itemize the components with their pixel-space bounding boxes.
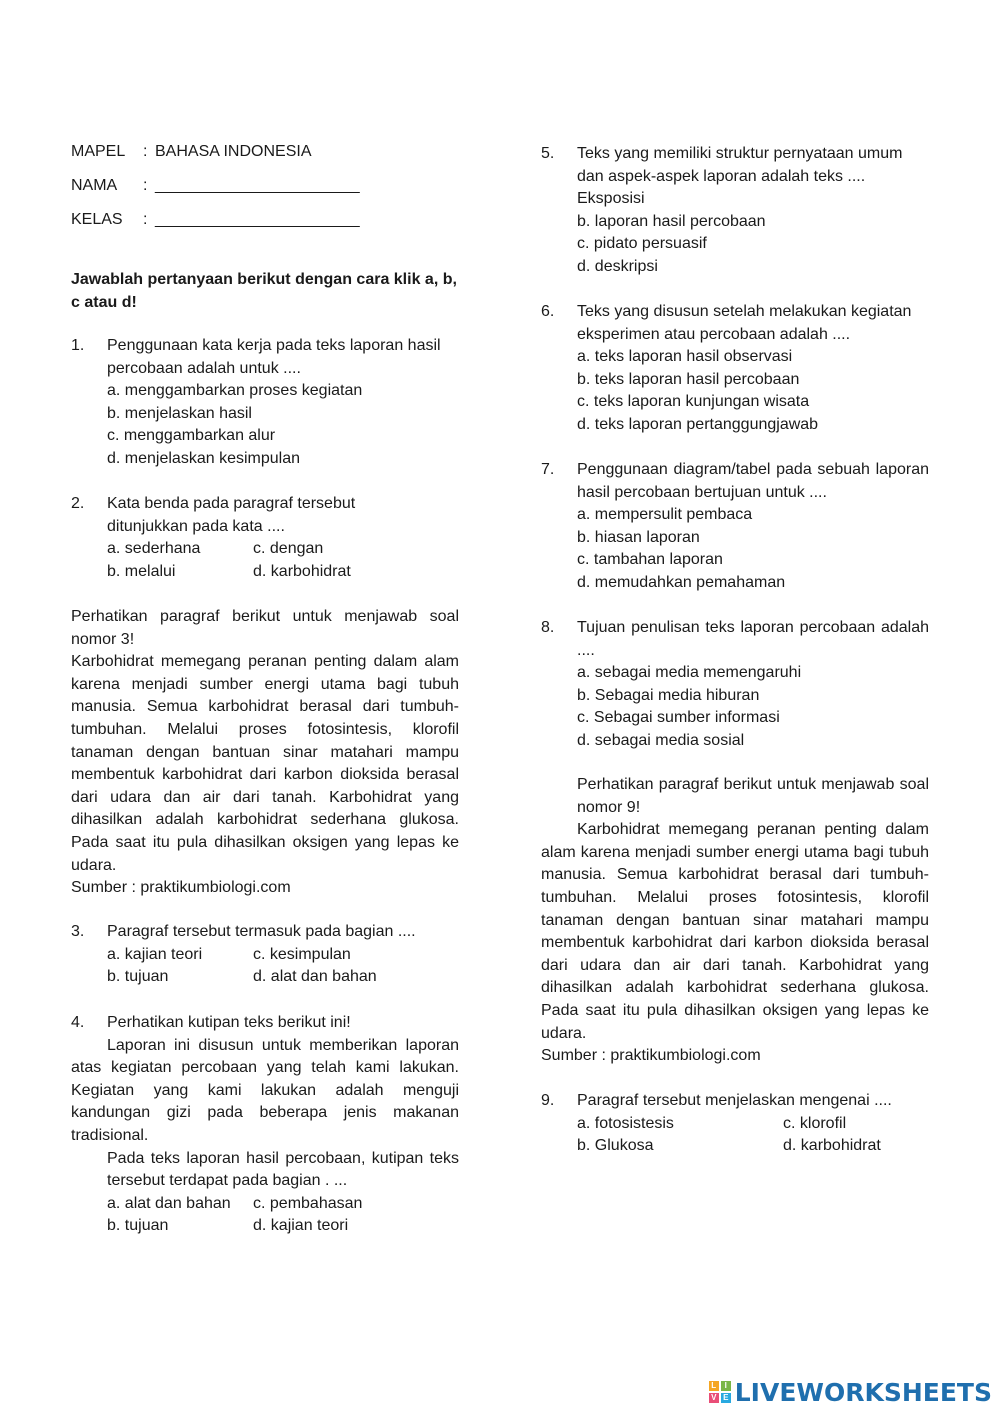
logo-block-l: L [709,1381,719,1391]
question-number: 7. [541,461,555,478]
question-number: 3. [71,923,85,940]
liveworksheets-brand[interactable] [709,1377,992,1407]
question-number: 1. [71,337,85,354]
kelas-field[interactable]: _______________________ [155,211,360,228]
option-a[interactable]: a. alat dan bahan [107,1194,231,1212]
option-d[interactable]: d. karbohidrat [783,1137,881,1155]
mapel-label: MAPEL [71,143,126,160]
question-stem: Teks yang memiliki struktur pernyataan umum dan aspek-aspek laporan adalah teks .... [577,145,903,185]
option-d[interactable]: d. teks laporan pertanggungjawab [577,415,819,433]
option-d[interactable]: d. deskripsi [577,257,658,275]
logo-block-v: V [709,1393,719,1403]
option-c[interactable]: c. tambahan laporan [577,551,723,569]
option-a[interactable]: a. menggambarkan proses kegiatan [107,382,363,400]
option-a[interactable]: a. sederhana [107,540,201,558]
question-9 [541,1090,929,1158]
nama-label: NAMA [71,177,118,194]
option-b[interactable]: b. melalui [107,562,176,580]
brand-name: LIVEWORKSHEETS [734,1377,992,1407]
question-number: 4. [71,1014,85,1031]
mapel-value: BAHASA INDONESIA [155,143,312,160]
nama-field[interactable]: _______________________ [155,177,360,194]
question-1 [71,335,459,471]
option-b[interactable]: b. teks laporan hasil percobaan [577,370,800,388]
kelas-row [71,211,360,229]
option-a[interactable]: a. sebagai media memengaruhi [577,664,802,682]
option-a[interactable]: a. fotosistesis [577,1114,674,1132]
option-c[interactable]: c. klorofil [783,1114,847,1132]
option-a[interactable]: a. teks laporan hasil observasi [577,348,793,366]
option-d[interactable]: d. karbohidrat [253,562,351,580]
question-number: 6. [541,303,555,320]
option-b[interactable]: b. hiasan laporan [577,528,700,546]
question-stem: Kata benda pada paragraf tersebut ditunjukkan pada kata .... [107,495,356,535]
liveworksheets-logo-icon [709,1381,731,1403]
question-stem: Penggunaan kata kerja pada teks laporan hasil percobaan adalah untuk .... [107,337,441,377]
option-c[interactable]: c. pidato persuasif [577,235,707,253]
question-number: 5. [541,145,555,162]
question-3 [71,921,459,989]
options-grid [577,1113,929,1158]
option-b[interactable]: b. tujuan [107,968,169,986]
logo-block-i: I [721,1381,731,1391]
option-c[interactable]: c. menggambarkan alur [107,427,276,445]
question-8 [541,617,929,753]
question-stem: Paragraf tersebut menjelaskan mengenai .... [577,1092,892,1109]
option-d[interactable]: d. sebagai media sosial [577,731,745,749]
passage-1 [71,606,459,900]
mapel-row [71,143,312,161]
mapel-colon: : [143,143,148,160]
option-c[interactable]: c. kesimpulan [253,945,351,963]
kelas-colon: : [143,211,148,228]
option-a[interactable]: a. mempersulit pembaca [577,506,753,524]
question-stem: Penggunaan diagram/tabel pada sebuah laporan hasil percobaan bertujuan untuk .... [577,461,929,501]
passage-text: Karbohidrat memegang peranan penting dalam alam karena menjadi sumber energi utama bagi tubuh manusia. Semua karbohidrat berasal dari tumbuh-tumbuhan. Melalui proses fotosintesis, klorofil tanaman dengan bantuan sinar matahari mampu membentuk karbohidrat dari karbon dioksida berasal dari udara dan air dari tanah. Karbohidrat yang dihasilkan adalah karbohidrat sederhana glukosa. Pada saat itu pula dihasilkan oksigen yang lepas ke udara. [71,653,459,874]
question-4 [71,1012,459,1238]
question-stem: Teks yang disusun setelah melakukan kegiatan eksperimen atau percobaan adalah .... [577,303,912,343]
option-d[interactable]: d. alat dan bahan [253,968,377,986]
kelas-label: KELAS [71,211,123,228]
question-stem: Perhatikan kutipan teks berikut ini! [107,1014,351,1031]
question-number: 8. [541,619,555,636]
option-b[interactable]: b. Sebagai media hiburan [577,686,760,704]
quote-text: Laporan ini disusun untuk memberikan laporan atas kegiatan percobaan yang telah kami lakukan. Kegiatan yang kami lakukan adalah menguji kandungan gizi pada beberapa jenis makanan tradisional. [71,1036,459,1144]
passage-2 [541,774,929,1068]
passage-text: Karbohidrat memegang peranan penting dalam alam karena menjadi sumber energi utama bagi tubuh manusia. Semua karbohidrat berasal dari tumbuh-tumbuhan. Melalui proses fotosintesis, klorofil tanaman dengan bantuan sinar matahari mampu membentuk karbohidrat dari karbon dioksida berasal dari udara dan air dari tanah. Karbohidrat yang dihasilkan adalah karbohidrat sederhana glukosa. Pada saat itu pula dihasilkan oksigen yang lepas ke udara. [541,821,929,1042]
question-6 [541,301,929,437]
question-stem: Paragraf tersebut termasuk pada bagian .... [107,923,416,940]
options-grid [107,1193,459,1238]
option-b[interactable]: b. Glukosa [577,1137,654,1155]
option-c[interactable]: c. dengan [253,540,324,558]
passage-intro: Perhatikan paragraf berikut untuk menjawab soal nomor 9! [577,776,929,816]
option-b[interactable]: b. laporan hasil percobaan [577,212,766,230]
question-number: 9. [541,1092,555,1109]
passage-source: Sumber : praktikumbiologi.com [541,1047,761,1065]
question-text: Pada teks laporan hasil percobaan, kutipan teks tersebut terdapat pada bagian . ... [107,1149,459,1190]
nama-colon: : [143,177,148,194]
option-c[interactable]: c. pembahasan [253,1194,363,1212]
option-c[interactable]: c. Sebagai sumber informasi [577,709,780,727]
option-d[interactable]: d. menjelaskan kesimpulan [107,449,300,467]
question-2 [71,493,459,583]
question-number: 2. [71,495,85,512]
nama-row [71,177,360,195]
option-d[interactable]: d. memudahkan pemahaman [577,573,786,591]
option-d[interactable]: d. kajian teori [253,1217,349,1235]
option-a[interactable]: Eksposisi [577,190,645,208]
option-b[interactable]: b. tujuan [107,1217,169,1235]
logo-block-e: E [721,1393,731,1403]
option-a[interactable]: a. kajian teori [107,945,203,963]
options-grid [107,538,459,583]
question-stem: Tujuan penulisan teks laporan percobaan adalah .... [577,619,929,659]
passage-source: Sumber : praktikumbiologi.com [71,879,291,897]
options-grid [107,944,459,989]
passage-intro: Perhatikan paragraf berikut untuk menjawab soal nomor 3! [71,608,459,648]
question-7 [541,459,929,595]
question-5 [541,143,929,279]
instruction: Jawablah pertanyaan berikut dengan cara klik a, b, c atau d! [71,271,457,311]
option-b[interactable]: b. menjelaskan hasil [107,404,252,422]
option-c[interactable]: c. teks laporan kunjungan wisata [577,393,810,411]
